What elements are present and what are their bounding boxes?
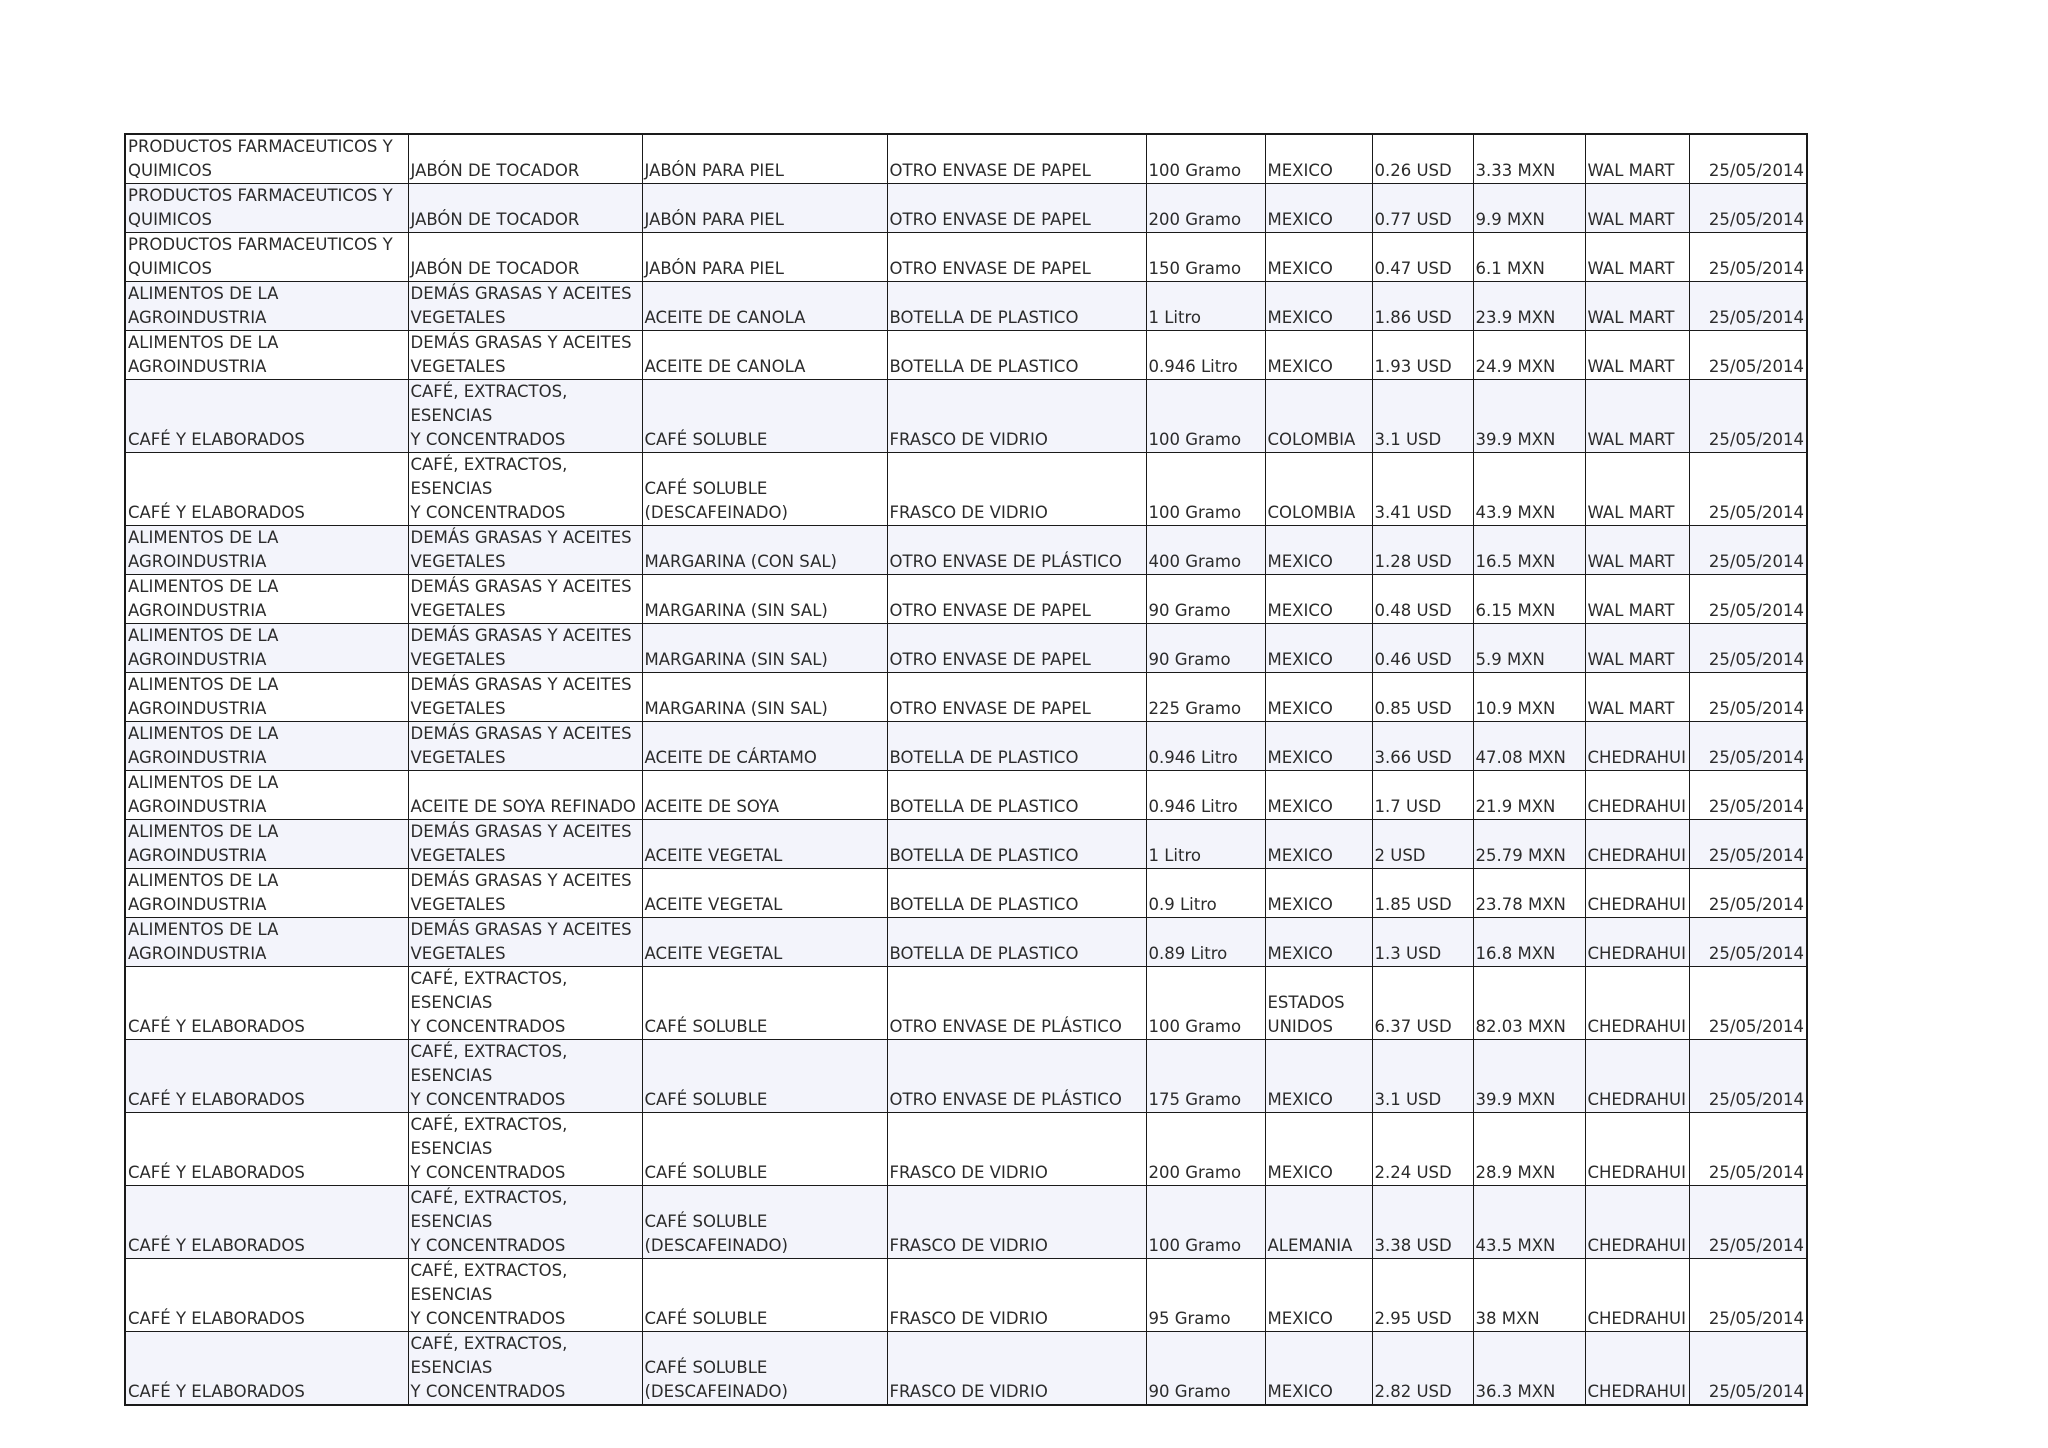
cell-sector: CAFÉ Y ELABORADOS [125,453,408,526]
cell-producto: CAFÉ SOLUBLE [642,1259,887,1332]
cell-fecha: 25/05/2014 [1689,1113,1807,1186]
cell-precio-usd: 2.95 USD [1372,1259,1473,1332]
cell-precio-mxn: 21.9 MXN [1473,771,1585,820]
cell-tienda: WAL MART [1585,380,1689,453]
cell-sector: ALIMENTOS DE LA AGROINDUSTRIA [125,771,408,820]
table-body [125,134,1807,1405]
cell-precio-usd: 3.1 USD [1372,380,1473,453]
cell-producto: ACEITE VEGETAL [642,820,887,869]
table-row [125,1113,1807,1186]
cell-origen: MEXICO [1265,1113,1372,1186]
cell-subsector: DEMÁS GRASAS Y ACEITES VEGETALES [408,673,642,722]
cell-origen: MEXICO [1265,673,1372,722]
cell-subsector: CAFÉ, EXTRACTOS, ESENCIAS Y CONCENTRADOS [408,1186,642,1259]
cell-precio-mxn: 23.78 MXN [1473,869,1585,918]
cell-origen: ESTADOS UNIDOS [1265,967,1372,1040]
cell-cantidad: 100 Gramo [1146,134,1265,184]
cell-envase: FRASCO DE VIDRIO [887,1332,1146,1406]
cell-producto: CAFÉ SOLUBLE (DESCAFEINADO) [642,453,887,526]
cell-cantidad: 100 Gramo [1146,453,1265,526]
cell-origen: MEXICO [1265,1040,1372,1113]
cell-envase: BOTELLA DE PLASTICO [887,331,1146,380]
cell-sector: ALIMENTOS DE LA AGROINDUSTRIA [125,918,408,967]
cell-producto: CAFÉ SOLUBLE [642,967,887,1040]
cell-sector: ALIMENTOS DE LA AGROINDUSTRIA [125,820,408,869]
cell-fecha: 25/05/2014 [1689,331,1807,380]
cell-precio-mxn: 39.9 MXN [1473,1040,1585,1113]
cell-precio-usd: 3.38 USD [1372,1186,1473,1259]
cell-producto: ACEITE DE CANOLA [642,282,887,331]
cell-precio-mxn: 43.5 MXN [1473,1186,1585,1259]
table-row [125,233,1807,282]
cell-envase: FRASCO DE VIDRIO [887,380,1146,453]
cell-precio-mxn: 24.9 MXN [1473,331,1585,380]
cell-precio-mxn: 39.9 MXN [1473,380,1585,453]
cell-subsector: CAFÉ, EXTRACTOS, ESENCIAS Y CONCENTRADOS [408,1040,642,1113]
table-row [125,184,1807,233]
cell-tienda: CHEDRAHUI [1585,1113,1689,1186]
cell-sector: CAFÉ Y ELABORADOS [125,380,408,453]
cell-precio-mxn: 38 MXN [1473,1259,1585,1332]
cell-tienda: WAL MART [1585,331,1689,380]
cell-fecha: 25/05/2014 [1689,184,1807,233]
cell-cantidad: 0.946 Litro [1146,771,1265,820]
cell-origen: MEXICO [1265,722,1372,771]
cell-subsector: CAFÉ, EXTRACTOS, ESENCIAS Y CONCENTRADOS [408,453,642,526]
cell-tienda: CHEDRAHUI [1585,1186,1689,1259]
cell-sector: CAFÉ Y ELABORADOS [125,1332,408,1406]
cell-precio-mxn: 6.15 MXN [1473,575,1585,624]
cell-cantidad: 1 Litro [1146,820,1265,869]
cell-precio-mxn: 43.9 MXN [1473,453,1585,526]
cell-origen: ALEMANIA [1265,1186,1372,1259]
cell-fecha: 25/05/2014 [1689,1186,1807,1259]
cell-precio-mxn: 36.3 MXN [1473,1332,1585,1406]
cell-producto: CAFÉ SOLUBLE (DESCAFEINADO) [642,1332,887,1406]
cell-subsector: DEMÁS GRASAS Y ACEITES VEGETALES [408,575,642,624]
cell-subsector: JABÓN DE TOCADOR [408,233,642,282]
cell-origen: COLOMBIA [1265,380,1372,453]
cell-origen: MEXICO [1265,771,1372,820]
cell-sector: CAFÉ Y ELABORADOS [125,1186,408,1259]
cell-envase: OTRO ENVASE DE PLÁSTICO [887,526,1146,575]
cell-envase: BOTELLA DE PLASTICO [887,282,1146,331]
cell-cantidad: 90 Gramo [1146,1332,1265,1406]
cell-subsector: CAFÉ, EXTRACTOS, ESENCIAS Y CONCENTRADOS [408,380,642,453]
cell-fecha: 25/05/2014 [1689,722,1807,771]
cell-fecha: 25/05/2014 [1689,134,1807,184]
cell-precio-mxn: 5.9 MXN [1473,624,1585,673]
cell-precio-mxn: 3.33 MXN [1473,134,1585,184]
table-row [125,526,1807,575]
cell-tienda: WAL MART [1585,184,1689,233]
cell-precio-usd: 3.41 USD [1372,453,1473,526]
cell-precio-mxn: 9.9 MXN [1473,184,1585,233]
cell-producto: JABÓN PARA PIEL [642,134,887,184]
cell-envase: BOTELLA DE PLASTICO [887,722,1146,771]
cell-sector: ALIMENTOS DE LA AGROINDUSTRIA [125,575,408,624]
cell-envase: OTRO ENVASE DE PAPEL [887,575,1146,624]
cell-origen: MEXICO [1265,1259,1372,1332]
table-row [125,722,1807,771]
cell-fecha: 25/05/2014 [1689,282,1807,331]
cell-subsector: DEMÁS GRASAS Y ACEITES VEGETALES [408,722,642,771]
cell-sector: ALIMENTOS DE LA AGROINDUSTRIA [125,331,408,380]
cell-cantidad: 90 Gramo [1146,575,1265,624]
cell-sector: PRODUCTOS FARMACEUTICOS Y QUIMICOS [125,233,408,282]
cell-envase: BOTELLA DE PLASTICO [887,771,1146,820]
cell-sector: CAFÉ Y ELABORADOS [125,1040,408,1113]
cell-origen: MEXICO [1265,331,1372,380]
cell-sector: CAFÉ Y ELABORADOS [125,1113,408,1186]
cell-sector: ALIMENTOS DE LA AGROINDUSTRIA [125,282,408,331]
cell-cantidad: 0.946 Litro [1146,722,1265,771]
cell-tienda: CHEDRAHUI [1585,869,1689,918]
cell-sector: PRODUCTOS FARMACEUTICOS Y QUIMICOS [125,134,408,184]
cell-precio-usd: 0.46 USD [1372,624,1473,673]
cell-producto: CAFÉ SOLUBLE [642,380,887,453]
cell-fecha: 25/05/2014 [1689,624,1807,673]
cell-precio-usd: 3.66 USD [1372,722,1473,771]
cell-origen: MEXICO [1265,869,1372,918]
cell-producto: CAFÉ SOLUBLE [642,1040,887,1113]
cell-precio-usd: 1.85 USD [1372,869,1473,918]
cell-producto: ACEITE DE CANOLA [642,331,887,380]
cell-sector: CAFÉ Y ELABORADOS [125,1259,408,1332]
cell-envase: OTRO ENVASE DE PAPEL [887,673,1146,722]
cell-fecha: 25/05/2014 [1689,673,1807,722]
cell-tienda: CHEDRAHUI [1585,722,1689,771]
cell-tienda: WAL MART [1585,453,1689,526]
cell-precio-mxn: 28.9 MXN [1473,1113,1585,1186]
price-table [124,133,1808,1406]
cell-subsector: JABÓN DE TOCADOR [408,184,642,233]
cell-envase: FRASCO DE VIDRIO [887,1113,1146,1186]
cell-sector: PRODUCTOS FARMACEUTICOS Y QUIMICOS [125,184,408,233]
cell-subsector: DEMÁS GRASAS Y ACEITES VEGETALES [408,820,642,869]
cell-origen: MEXICO [1265,1332,1372,1406]
cell-precio-mxn: 6.1 MXN [1473,233,1585,282]
cell-tienda: CHEDRAHUI [1585,1259,1689,1332]
cell-cantidad: 150 Gramo [1146,233,1265,282]
cell-fecha: 25/05/2014 [1689,771,1807,820]
cell-envase: FRASCO DE VIDRIO [887,1186,1146,1259]
cell-envase: OTRO ENVASE DE PLÁSTICO [887,1040,1146,1113]
cell-subsector: CAFÉ, EXTRACTOS, ESENCIAS Y CONCENTRADOS [408,967,642,1040]
cell-producto: ACEITE VEGETAL [642,869,887,918]
cell-producto: MARGARINA (SIN SAL) [642,673,887,722]
cell-producto: MARGARINA (SIN SAL) [642,624,887,673]
cell-cantidad: 90 Gramo [1146,624,1265,673]
table-row [125,1259,1807,1332]
cell-producto: JABÓN PARA PIEL [642,233,887,282]
table-row [125,1040,1807,1113]
cell-tienda: WAL MART [1585,575,1689,624]
cell-sector: ALIMENTOS DE LA AGROINDUSTRIA [125,624,408,673]
cell-sector: ALIMENTOS DE LA AGROINDUSTRIA [125,869,408,918]
cell-precio-usd: 0.26 USD [1372,134,1473,184]
cell-tienda: CHEDRAHUI [1585,918,1689,967]
cell-fecha: 25/05/2014 [1689,1040,1807,1113]
cell-subsector: DEMÁS GRASAS Y ACEITES VEGETALES [408,869,642,918]
cell-cantidad: 225 Gramo [1146,673,1265,722]
cell-envase: BOTELLA DE PLASTICO [887,869,1146,918]
table-row [125,453,1807,526]
cell-fecha: 25/05/2014 [1689,526,1807,575]
cell-precio-usd: 1.93 USD [1372,331,1473,380]
cell-producto: CAFÉ SOLUBLE [642,1113,887,1186]
cell-fecha: 25/05/2014 [1689,1259,1807,1332]
cell-precio-usd: 1.28 USD [1372,526,1473,575]
cell-fecha: 25/05/2014 [1689,967,1807,1040]
cell-origen: MEXICO [1265,233,1372,282]
cell-tienda: WAL MART [1585,624,1689,673]
cell-precio-usd: 0.77 USD [1372,184,1473,233]
table-row [125,134,1807,184]
cell-subsector: DEMÁS GRASAS Y ACEITES VEGETALES [408,282,642,331]
cell-envase: OTRO ENVASE DE PAPEL [887,624,1146,673]
cell-fecha: 25/05/2014 [1689,380,1807,453]
cell-producto: JABÓN PARA PIEL [642,184,887,233]
cell-origen: MEXICO [1265,918,1372,967]
cell-envase: OTRO ENVASE DE PLÁSTICO [887,967,1146,1040]
cell-precio-mxn: 10.9 MXN [1473,673,1585,722]
cell-subsector: DEMÁS GRASAS Y ACEITES VEGETALES [408,331,642,380]
cell-cantidad: 200 Gramo [1146,184,1265,233]
cell-fecha: 25/05/2014 [1689,575,1807,624]
table-row [125,918,1807,967]
table-row [125,282,1807,331]
cell-fecha: 25/05/2014 [1689,820,1807,869]
cell-tienda: CHEDRAHUI [1585,771,1689,820]
cell-subsector: DEMÁS GRASAS Y ACEITES VEGETALES [408,918,642,967]
cell-origen: MEXICO [1265,526,1372,575]
cell-fecha: 25/05/2014 [1689,918,1807,967]
cell-precio-mxn: 23.9 MXN [1473,282,1585,331]
cell-cantidad: 200 Gramo [1146,1113,1265,1186]
cell-cantidad: 0.89 Litro [1146,918,1265,967]
table-row [125,1186,1807,1259]
table-row [125,869,1807,918]
cell-cantidad: 95 Gramo [1146,1259,1265,1332]
table-row [125,331,1807,380]
cell-envase: BOTELLA DE PLASTICO [887,918,1146,967]
table-row [125,820,1807,869]
cell-cantidad: 400 Gramo [1146,526,1265,575]
table-row [125,1332,1807,1406]
cell-producto: ACEITE DE SOYA [642,771,887,820]
cell-subsector: CAFÉ, EXTRACTOS, ESENCIAS Y CONCENTRADOS [408,1332,642,1406]
cell-tienda: WAL MART [1585,526,1689,575]
cell-subsector: DEMÁS GRASAS Y ACEITES VEGETALES [408,526,642,575]
cell-origen: MEXICO [1265,134,1372,184]
cell-fecha: 25/05/2014 [1689,453,1807,526]
cell-precio-usd: 2.82 USD [1372,1332,1473,1406]
cell-sector: CAFÉ Y ELABORADOS [125,967,408,1040]
cell-tienda: WAL MART [1585,233,1689,282]
cell-cantidad: 100 Gramo [1146,380,1265,453]
cell-tienda: WAL MART [1585,282,1689,331]
cell-fecha: 25/05/2014 [1689,869,1807,918]
cell-precio-usd: 1.3 USD [1372,918,1473,967]
cell-cantidad: 175 Gramo [1146,1040,1265,1113]
cell-producto: MARGARINA (CON SAL) [642,526,887,575]
cell-precio-usd: 0.47 USD [1372,233,1473,282]
cell-envase: OTRO ENVASE DE PAPEL [887,233,1146,282]
cell-cantidad: 100 Gramo [1146,1186,1265,1259]
cell-precio-mxn: 16.5 MXN [1473,526,1585,575]
cell-precio-mxn: 47.08 MXN [1473,722,1585,771]
cell-cantidad: 100 Gramo [1146,967,1265,1040]
cell-envase: FRASCO DE VIDRIO [887,1259,1146,1332]
cell-precio-usd: 3.1 USD [1372,1040,1473,1113]
cell-fecha: 25/05/2014 [1689,1332,1807,1406]
cell-producto: ACEITE DE CÁRTAMO [642,722,887,771]
table-row [125,771,1807,820]
cell-envase: BOTELLA DE PLASTICO [887,820,1146,869]
cell-tienda: WAL MART [1585,673,1689,722]
cell-cantidad: 0.946 Litro [1146,331,1265,380]
cell-origen: MEXICO [1265,624,1372,673]
cell-origen: COLOMBIA [1265,453,1372,526]
cell-subsector: CAFÉ, EXTRACTOS, ESENCIAS Y CONCENTRADOS [408,1113,642,1186]
cell-precio-mxn: 16.8 MXN [1473,918,1585,967]
cell-envase: OTRO ENVASE DE PAPEL [887,134,1146,184]
cell-precio-usd: 1.7 USD [1372,771,1473,820]
cell-subsector: CAFÉ, EXTRACTOS, ESENCIAS Y CONCENTRADOS [408,1259,642,1332]
cell-precio-mxn: 82.03 MXN [1473,967,1585,1040]
cell-precio-usd: 1.86 USD [1372,282,1473,331]
cell-origen: MEXICO [1265,575,1372,624]
table-row [125,575,1807,624]
cell-subsector: JABÓN DE TOCADOR [408,134,642,184]
cell-sector: ALIMENTOS DE LA AGROINDUSTRIA [125,673,408,722]
table-row [125,967,1807,1040]
cell-precio-mxn: 25.79 MXN [1473,820,1585,869]
cell-precio-usd: 6.37 USD [1372,967,1473,1040]
cell-sector: ALIMENTOS DE LA AGROINDUSTRIA [125,526,408,575]
cell-tienda: CHEDRAHUI [1585,1040,1689,1113]
table-row [125,673,1807,722]
cell-envase: FRASCO DE VIDRIO [887,453,1146,526]
cell-fecha: 25/05/2014 [1689,233,1807,282]
cell-precio-usd: 2.24 USD [1372,1113,1473,1186]
cell-producto: ACEITE VEGETAL [642,918,887,967]
cell-cantidad: 0.9 Litro [1146,869,1265,918]
cell-precio-usd: 0.85 USD [1372,673,1473,722]
table-row [125,380,1807,453]
cell-precio-usd: 2 USD [1372,820,1473,869]
table-row [125,624,1807,673]
cell-envase: OTRO ENVASE DE PAPEL [887,184,1146,233]
cell-producto: MARGARINA (SIN SAL) [642,575,887,624]
cell-tienda: CHEDRAHUI [1585,1332,1689,1406]
cell-tienda: WAL MART [1585,134,1689,184]
cell-subsector: DEMÁS GRASAS Y ACEITES VEGETALES [408,624,642,673]
cell-producto: CAFÉ SOLUBLE (DESCAFEINADO) [642,1186,887,1259]
cell-subsector: ACEITE DE SOYA REFINADO [408,771,642,820]
cell-tienda: CHEDRAHUI [1585,820,1689,869]
cell-origen: MEXICO [1265,282,1372,331]
cell-precio-usd: 0.48 USD [1372,575,1473,624]
cell-cantidad: 1 Litro [1146,282,1265,331]
cell-origen: MEXICO [1265,184,1372,233]
cell-origen: MEXICO [1265,820,1372,869]
cell-sector: ALIMENTOS DE LA AGROINDUSTRIA [125,722,408,771]
cell-tienda: CHEDRAHUI [1585,967,1689,1040]
